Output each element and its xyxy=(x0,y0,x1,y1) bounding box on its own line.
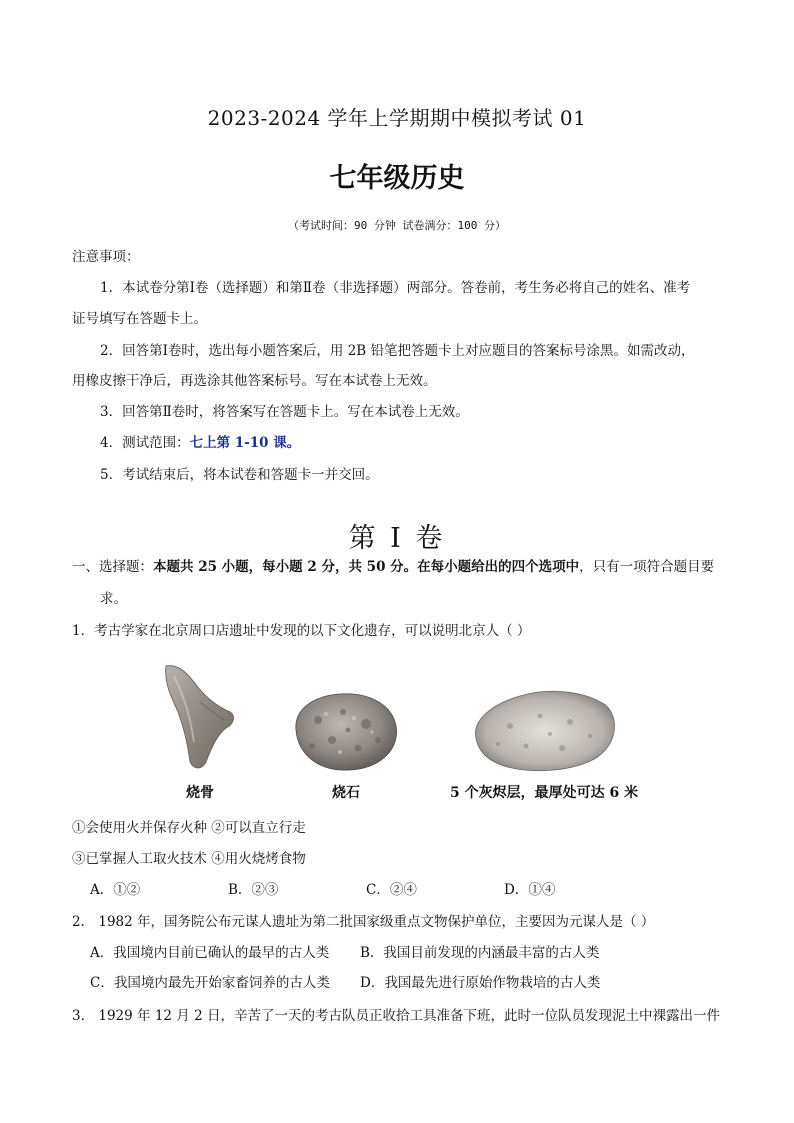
note-3: 3．回答第Ⅱ卷时，将答案写在答题卡上。写在本试卷上无效。 xyxy=(100,404,469,420)
section-1-instr-a: 本题共 25 小题，每小题 2 分，共 50 分。在每小题给出的 xyxy=(153,559,512,575)
question-2-stem: 2． 1982 年，国务院公布元谋人遗址为第二批国家级重点文物保护单位，主要因为元谋人是（ ） xyxy=(72,914,655,930)
note-4 xyxy=(100,433,300,453)
subject-title: 七年级历史 xyxy=(329,163,465,194)
caption-ash-layer: 5 个灰烬层，最厚处可达 6 米 xyxy=(450,785,639,801)
notes-heading: 注意事项： xyxy=(72,249,140,265)
choice-c: C．②④ xyxy=(366,882,417,898)
burnt-stone-image xyxy=(288,690,400,772)
exam-title: 2023-2024 学年上学期期中模拟考试 01 xyxy=(207,106,587,130)
section-1-instr-c: ，只有一项符合题目要 xyxy=(579,559,715,575)
question-2-option-b: B．我国目前发现的内涵最丰富的古人类 xyxy=(360,945,600,961)
caption-burnt-bone: 烧骨 xyxy=(186,785,214,801)
section-1-prefix: 一、选择题： xyxy=(72,559,153,575)
note-4-scope: 七上第 1-10 课。 xyxy=(189,435,301,451)
note-4-prefix: 4．测试范围： xyxy=(100,435,190,451)
ash-layer-image xyxy=(470,686,620,774)
note-1-line-1: 1．本试卷分第Ⅰ卷（选择题）和第Ⅱ卷（非选择题）两部分。答卷前，考生务必将自己的姓名、准考 xyxy=(100,280,691,296)
question-1-stem: 1．考古学家在北京周口店遗址中发现的以下文化遗存，可以说明北京人（ ） xyxy=(72,623,531,639)
question-2-options-row-2 xyxy=(90,973,600,993)
question-1-statements-line-1: ①会使用火并保存火种 ②可以直立行走 xyxy=(72,820,306,836)
section-1-instructions xyxy=(72,557,714,577)
question-2-option-c: C．我国境内最先开始家畜饲养的古人类 xyxy=(90,975,330,991)
choice-b: B．②③ xyxy=(228,882,279,898)
section-1-instr-b: 四个选项中 xyxy=(511,559,580,575)
question-1-choices xyxy=(90,880,610,900)
volume-title: 第 I 卷 xyxy=(348,523,446,554)
note-2-line-1: 2．回答第Ⅰ卷时，选出每小题答案后，用 2B 铅笔把答题卡上对应题目的答案标号涂黑。如需改动， xyxy=(100,343,695,359)
exam-info: （考试时间：90 分钟 试卷满分：100 分） xyxy=(288,219,506,232)
choice-d: D．①④ xyxy=(504,882,556,898)
note-1-line-2: 证号填写在答题卡上。 xyxy=(72,311,207,327)
question-3-stem: 3． 1929 年 12 月 2 日，辛苦了一天的考古队员正收拾工具准备下班，此时一位队员发现泥土中裸露出一件 xyxy=(72,1008,720,1024)
question-2-option-a: A．我国境内目前已确认的最早的古人类 xyxy=(90,945,330,961)
question-2-options-row-1 xyxy=(90,943,599,963)
question-1-statements-line-2: ③已掌握人工取火技术 ④用火烧烤食物 xyxy=(72,851,306,867)
choice-a: A．①② xyxy=(90,882,141,898)
note-5: 5．考试结束后，将本试卷和答题卡一并交回。 xyxy=(100,467,379,483)
question-2-option-d: D．我国最先进行原始作物栽培的古人类 xyxy=(360,975,601,991)
note-2-line-2: 用橡皮擦干净后，再选涂其他答案标号。写在本试卷上无效。 xyxy=(72,373,437,389)
section-1-instructions-line-2: 求。 xyxy=(100,591,127,607)
burnt-bone-image xyxy=(160,662,240,772)
caption-burnt-stone: 烧石 xyxy=(332,785,360,801)
